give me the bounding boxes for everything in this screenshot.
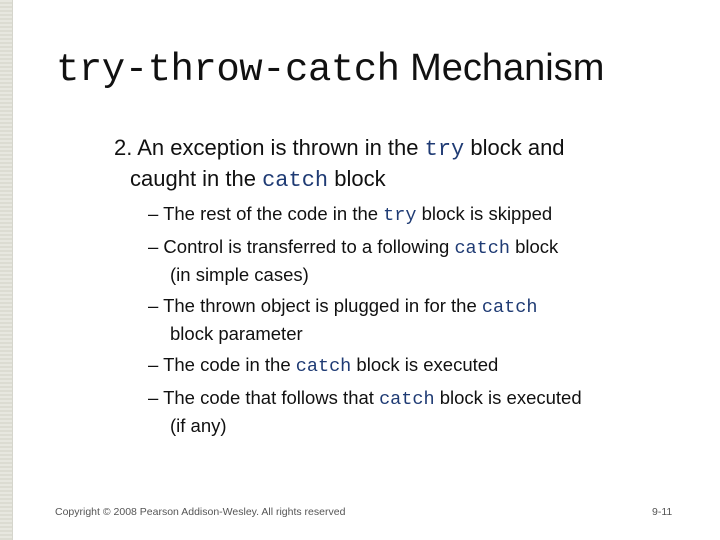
copyright-footer: Copyright © 2008 Pearson Addison-Wesley. All rights reserved — [55, 506, 346, 518]
main-point-line-1 — [114, 133, 684, 164]
main-point — [114, 133, 684, 195]
code-try: try — [383, 205, 417, 226]
title-code: try-throw-catch — [56, 48, 400, 92]
code-try: try — [424, 137, 465, 162]
main-point-text: block — [328, 166, 386, 191]
sub-point-line — [148, 234, 708, 262]
sub-point — [148, 385, 708, 439]
sub-point-text: – The thrown object is plugged in for the — [148, 295, 482, 316]
main-point-text: block and — [464, 135, 565, 160]
code-catch: catch — [379, 389, 435, 410]
main-point-text: caught in the — [130, 166, 263, 191]
sub-point-continuation: (in simple cases) — [170, 264, 309, 285]
slide-title — [56, 40, 696, 96]
sub-point-continuation: (if any) — [170, 415, 227, 436]
sub-point — [148, 234, 708, 288]
main-point-text: 2. An exception is thrown in the — [114, 135, 425, 160]
sub-point-text: – Control is transferred to a following — [148, 236, 455, 257]
code-catch: catch — [454, 238, 510, 259]
sub-point-line — [148, 385, 708, 413]
sub-point-text: block is skipped — [416, 203, 553, 224]
code-catch: catch — [481, 297, 538, 318]
sub-point-text: block is executed — [351, 354, 499, 375]
code-catch: catch — [295, 356, 352, 377]
page-number: 9-11 — [652, 506, 673, 518]
sub-point-text: – The code that follows that — [148, 387, 380, 408]
sub-point-line — [148, 293, 708, 321]
sub-point-line — [148, 201, 708, 229]
sub-point-text: block is executed — [434, 387, 582, 408]
main-point-line-2 — [114, 164, 684, 195]
sub-point-text: – The code in the — [148, 354, 296, 375]
sub-point-continuation: block parameter — [170, 323, 303, 344]
title-text: Mechanism — [399, 47, 605, 89]
sub-points — [148, 201, 708, 444]
decorative-left-stripe — [0, 0, 13, 540]
sub-point-text: block — [509, 236, 559, 257]
sub-point-text: – The rest of the code in the — [148, 203, 384, 224]
sub-point — [148, 352, 708, 380]
sub-point — [148, 201, 708, 229]
sub-point-line — [148, 352, 708, 380]
sub-point — [148, 293, 708, 347]
code-catch: catch — [262, 168, 329, 193]
